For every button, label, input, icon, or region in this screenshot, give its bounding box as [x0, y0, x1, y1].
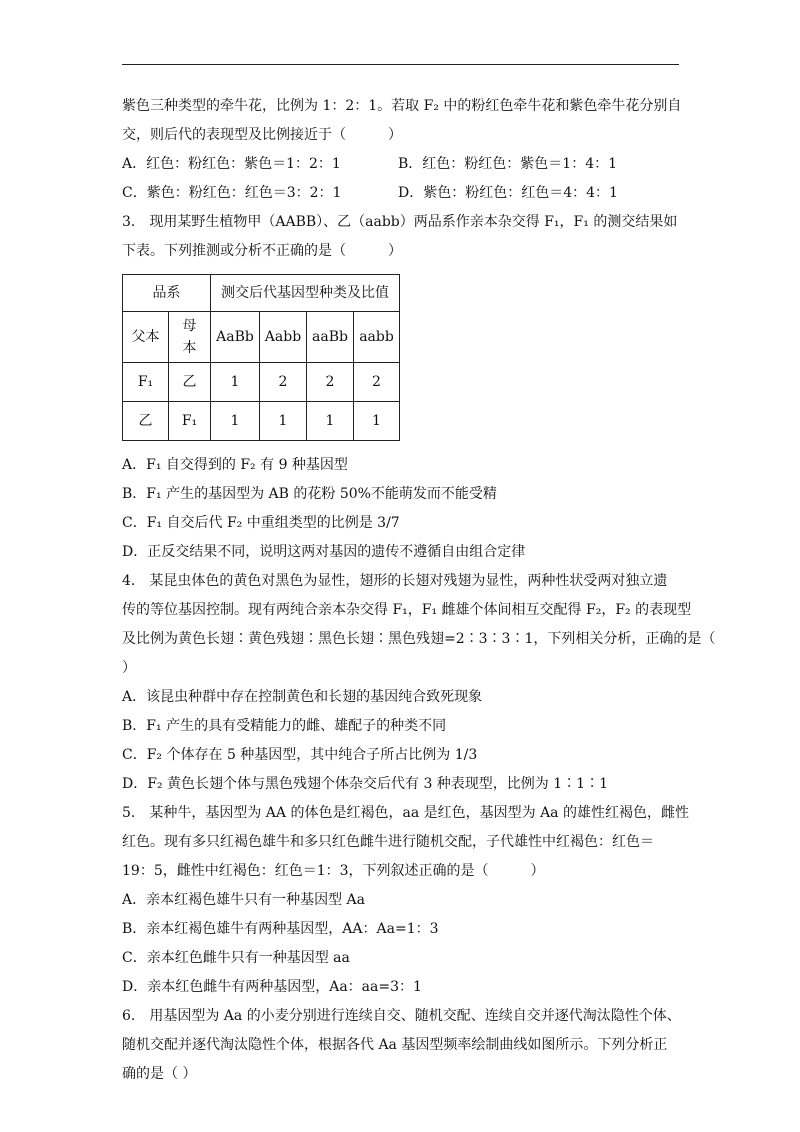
q5-stem-line-1: 5． 某种牛，基因型为 AA 的体色是红褐色，aa 是红色，基因型为 Aa 的雄性红褐色，雌性 [122, 805, 689, 821]
q5-option-a: A．亲本红褐色雄牛只有一种基因型 Aa [122, 892, 366, 908]
table-cell-value: 1 [354, 402, 400, 441]
q3-option-d: D．正反交结果不同，说明这两对基因的遗传不遵循自由组合定律 [122, 544, 526, 560]
table-cell-value: 1 [211, 363, 260, 402]
q4-option-c: C．F₂ 个体存在 5 种基因型，其中纯合子所占比例为 1/3 [122, 747, 478, 763]
q2-options-row-2 [122, 179, 682, 208]
table-cell-value: 1 [211, 402, 260, 441]
q3-option-a: A．F₁ 自交得到的 F₂ 有 9 种基因型 [122, 457, 348, 473]
q4-option-a: A．该昆虫种群中存在控制黄色和长翅的基因纯合致死现象 [122, 689, 483, 705]
q2-option-a: A．红色：粉红色：紫色＝1：2：1 [122, 156, 341, 172]
q3-stem-line-1: 3． 现用某野生植物甲（AABB）、乙（aabb）两品系作亲本杂交得 F₁，F₁ 的测交结果如 [122, 214, 678, 230]
q4-stem-line-2: 传的等位基因控制。现有两纯合亲本杂交得 F₁，F₁ 雌雄个体间相互交配得 F₂，F₂ 的表现型 [122, 602, 692, 618]
q6-stem-line-1: 6． 用基因型为 Aa 的小麦分别进行连续自交、随机交配、连续自交并逐代淘汰隐性个体、 [122, 1008, 681, 1024]
q4-stem-line-3: 及比例为黄色长翅∶黄色残翅∶黑色长翅∶黑色残翅=2∶3∶3∶1，下列相关分析，正确的是（ [122, 631, 716, 647]
q4-stem-line-1: 4． 某昆虫体色的黄色对黑色为显性，翅形的长翅对残翅为显性，两种性状受两对独立遗 [122, 573, 668, 589]
q4-stem-line-4: ） [122, 660, 136, 676]
q4-option-d: D．F₂ 黄色长翅个体与黑色残翅个体杂交后代有 3 种表现型，比例为 1∶1∶1 [122, 776, 608, 792]
q6-stem-line-3: 确的是（ ） [122, 1066, 197, 1082]
table-cell-value: 2 [354, 363, 400, 402]
table-head-result: 测交后代基因型种类及比值 [211, 275, 400, 312]
table-genotype: aabb [354, 312, 400, 363]
table-cell-value: 2 [260, 363, 307, 402]
table-cell-father: 乙 [123, 402, 169, 441]
q2-stem-line-1: 紫色三种类型的牵牛花，比例为 1：2：1。若取 F₂ 中的粉红色牵牛花和紫色牵牛花分别自 [122, 98, 682, 114]
mother-char-1: 母 [182, 318, 197, 334]
q6-stem-line-2: 随机交配并逐代淘汰隐性个体，根据各代 Aa 基因型频率绘制曲线如图所示。下列分析正 [122, 1037, 668, 1053]
document-body [122, 92, 716, 1089]
q4-option-b: B．F₁ 产生的具有受精能力的雌、雄配子的种类不同 [122, 718, 447, 734]
mother-char-2: 本 [182, 340, 197, 356]
q3-option-b: B．F₁ 产生的基因型为 AB 的花粉 50%不能萌发而不能受精 [122, 486, 497, 502]
table-cell-value: 1 [307, 402, 354, 441]
header-rule [122, 64, 679, 65]
q5-stem-line-3: 19：5，雌性中红褐色：红色＝1：3，下列叙述正确的是（ ） [122, 863, 545, 879]
q2-option-b: B．红色：粉红色：紫色＝1：4：1 [398, 156, 618, 172]
q5-option-c: C．亲本红色雌牛只有一种基因型 aa [122, 950, 350, 966]
q2-option-c: C．紫色：粉红色：红色＝3：2：1 [122, 185, 342, 201]
table-cell-mother: 乙 [169, 363, 211, 402]
q5-option-b: B．亲本红褐色雄牛有两种基因型，AA：Aa=1：3 [122, 921, 439, 937]
table-cell-value: 2 [307, 363, 354, 402]
table-head-group: 品系 [123, 275, 211, 312]
table-head-mother [169, 312, 211, 363]
testcross-table [122, 274, 400, 441]
q2-options-row-1 [122, 150, 682, 179]
q2-stem-line-2: 交，则后代的表现型及比例接近于（ ） [122, 127, 402, 143]
table-cell-value: 1 [260, 402, 307, 441]
q5-option-d: D．亲本红色雌牛有两种基因型，Aa：aa=3：1 [122, 979, 422, 995]
table-row [123, 363, 400, 402]
table-row [123, 402, 400, 441]
table-cell-mother: F₁ [169, 402, 211, 441]
table-cell-father: F₁ [123, 363, 169, 402]
q3-stem-line-2: 下表。下列推测或分析不正确的是（ ） [122, 243, 402, 259]
q2-option-d: D．紫色：粉红色：红色＝4：4：1 [398, 185, 618, 201]
q3-option-c: C．F₁ 自交后代 F₂ 中重组类型的比例是 3/7 [122, 515, 400, 531]
table-genotype: AaBb [211, 312, 260, 363]
table-genotype: Aabb [260, 312, 307, 363]
q5-stem-line-2: 红色。现有多只红褐色雄牛和多只红色雌牛进行随机交配，子代雄性中红褐色：红色＝ [122, 834, 654, 850]
table-head-father: 父本 [123, 312, 169, 363]
table-genotype: aaBb [307, 312, 354, 363]
